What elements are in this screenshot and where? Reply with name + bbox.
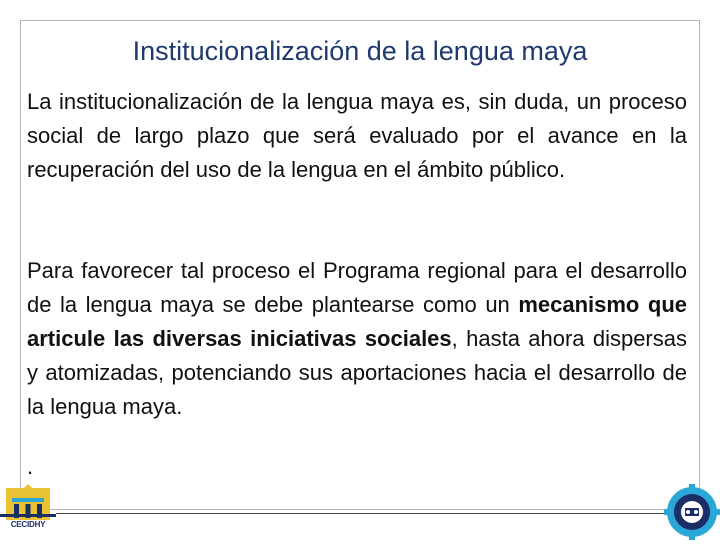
slide-title: Institucionalización de la lengua maya bbox=[132, 36, 588, 66]
paragraph-2-text-after: , hasta ahora dispersas y atomizadas, potenciando sus aportaciones hacia el desarrollo de la lengua maya. bbox=[27, 326, 687, 419]
maya-glyph-icon bbox=[664, 484, 720, 540]
trailing-mark: . bbox=[27, 454, 34, 479]
maya-glyph-logo bbox=[664, 484, 720, 540]
cecidhy-logo bbox=[0, 482, 56, 540]
cecidhy-building-icon bbox=[0, 482, 56, 522]
paragraph-1: La institucionalización de la lengua maya es, sin duda, un proceso social de largo plazo que será evaluado por el avance en la recuperación del uso de la lengua en el ámbito público. bbox=[27, 89, 687, 182]
footer-divider bbox=[56, 513, 664, 514]
paragraph-2-bold-text: mecanismo que articule las diversas iniciativas sociales bbox=[27, 292, 687, 351]
cecidhy-logo-text: CECIDHY bbox=[10, 520, 46, 529]
paragraph-2 bbox=[27, 254, 687, 424]
paragraph-2-text-before: Para favorecer tal proceso el Programa regional para el desarrollo de la lengua maya se debe plantearse como un bbox=[27, 258, 687, 317]
